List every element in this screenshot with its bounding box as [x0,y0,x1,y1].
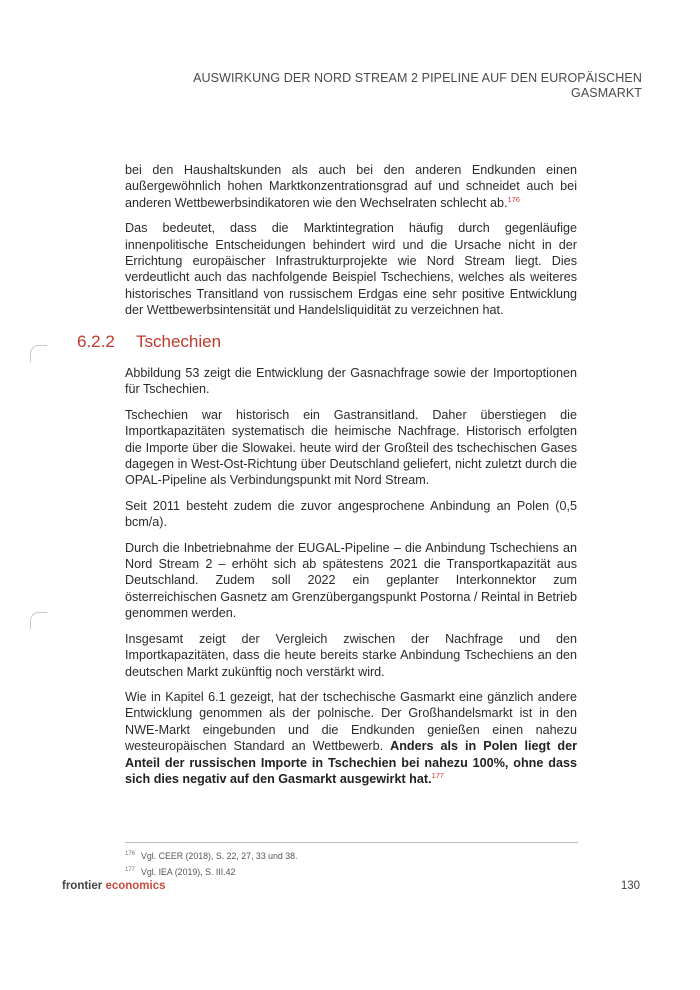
header-line-2: GASMARKT [571,86,642,100]
section-number: 6.2.2 [77,332,115,351]
brand-part-1: frontier [62,880,103,892]
emphasized-text: Anders als in Polen liegt der Anteil der russischen Importe in Tschechien bei nahezu 100%, ohne dass sich dies negativ auf den Gasmarkt ausgewirkt hat. [125,739,577,786]
paragraph [125,689,577,787]
paragraph-text: bei den Haushaltskunden als auch bei den anderen Endkunden einen außergewöhnlich hohen Marktkonzentrationsgrad auf und schneidet auch bei anderen Wettbewerbsindikatoren wie den Wechselraten schlecht ab. [125,163,577,210]
paragraph: Insgesamt zeigt der Vergleich zwischen der Nachfrage und den Importkapazitäten, dass die heute bereits starke Anbindung Tschechiens an den deutschen Markt zukünftig noch verstärkt wird. [125,631,577,679]
brand-part-2: economics [102,880,166,892]
footnote-number: 176 [125,851,136,858]
punch-hole-mark [30,612,47,629]
footnote-number: 177 [125,867,136,874]
section-heading [77,332,221,352]
paragraph [125,162,577,211]
intro-text-block [125,162,577,328]
footnote-text: Vgl. IEA (2019), S. III.42 [141,867,236,877]
punch-hole-mark [30,345,47,362]
footnote-reference[interactable]: 177 [431,770,445,780]
paragraph: Tschechien war historisch ein Gastransitland. Daher überstiegen die Importkapazitäten systematisch die heimische Nachfrage. Historisch erfolgten die Importe über die Slowakei. heute wird der Großteil des tschechischen Gases dagegen in West-Ost-Richtung über Deutschland geliefert, nicht zuletzt durch die OPAL-Pipeline als Verbindungspunkt mit Nord Stream. [125,407,577,488]
running-header [122,71,642,101]
footnotes [125,848,577,880]
page-number: 130 [620,880,640,892]
paragraph: Das bedeutet, dass die Marktintegration häufig durch gegenläufige innenpolitische Entscheidungen behindert wird und die Ursache nicht in der Errichtung europäischer Infrastrukturprojekte wie Nord Stream liegt. Dies verdeutlicht auch das nachfolgende Beispiel Tschechiens, welches als weiteres historisches Transitland von russischem Erdgas eine sehr positive Entwicklung der Wettbewerbsintensität und Handelsliquidität zu verzeichnen hat. [125,221,577,318]
footnote-text: Vgl. CEER (2018), S. 22, 27, 33 und 38. [141,851,298,861]
section-title: Tschechien [136,332,222,351]
section-text-block [125,365,577,796]
paragraph: Seit 2011 besteht zudem die zuvor angesprochene Anbindung an Polen (0,5 bcm/a). [125,498,577,530]
footnote-divider [125,842,578,843]
header-line-1: AUSWIRKUNG DER NORD STREAM 2 PIPELINE AUF DEN EUROPÄISCHEN [193,71,642,85]
footnote [125,864,577,880]
paragraph: Abbildung 53 zeigt die Entwicklung der Gasnachfrage sowie der Importoptionen für Tschechien. [125,366,577,397]
footnote [125,848,577,864]
paragraph-text: Wie in Kapitel 6.1 gezeigt, hat der tschechische Gasmarkt eine gänzlich andere Entwicklung genommen als der polnische. Der Großhandelsmarkt ist in den NWE-Markt eingebunden und die Endkunden genießen einen nahezu westeuropäischen Standard an Wettbewerb. [125,689,577,754]
paragraph: Durch die Inbetriebnahme der EUGAL-Pipeline – die Anbindung Tschechiens an Nord Stream 2 – erhöht sich ab spätestens 2021 die Transportkapazität aus Deutschland. Zudem soll 2022 ein geplanter Interkonnektor zum österreichischen Gasnetz am Grenzübergangspunkt Postorna / Reintal in Betrieb genommen werden. [125,540,577,621]
footer-brand-logo [62,880,166,892]
footnote-reference[interactable]: 176 [507,194,520,204]
